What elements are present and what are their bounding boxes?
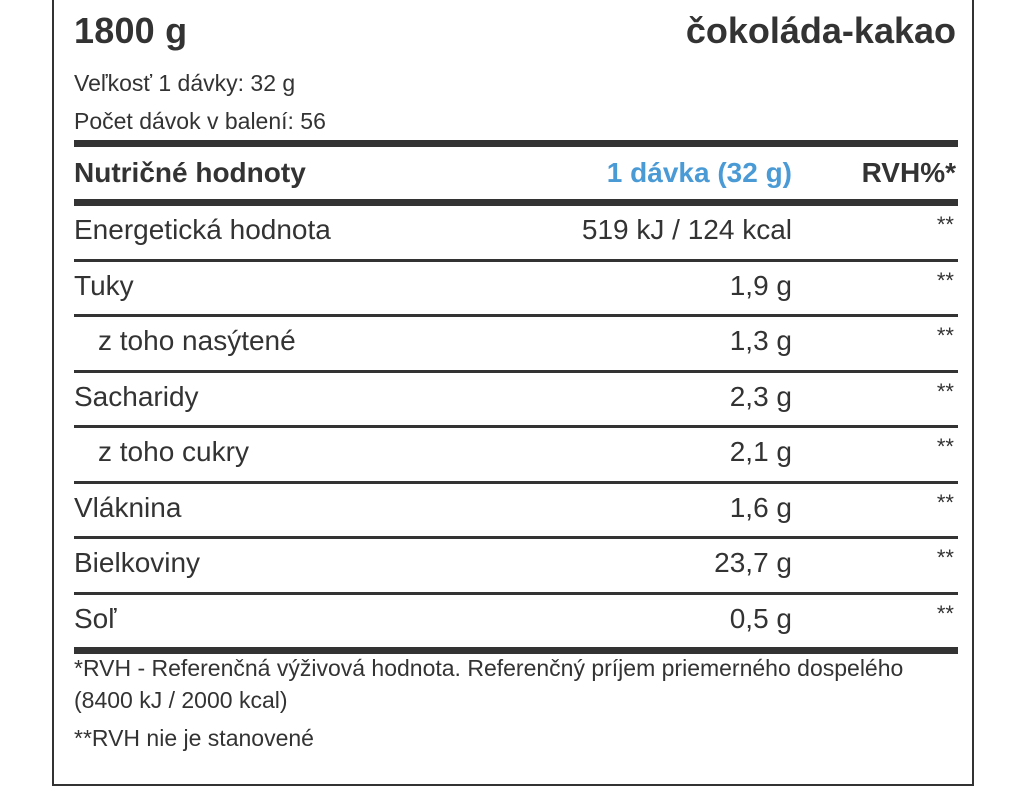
divider-thick: [74, 199, 958, 206]
nutrient-name: z toho cukry: [98, 436, 249, 467]
nutrient-value: 2,1 g: [729, 436, 792, 467]
table-row: [74, 539, 958, 595]
table-row: [74, 373, 958, 429]
nutrient-name: Bielkoviny: [74, 547, 201, 578]
nutrient-value: 2,3 g: [729, 380, 792, 412]
divider-thick: [74, 140, 958, 147]
nutrition-label: [52, 0, 974, 786]
nutrient-value: 519 kJ / 124 kcal: [581, 214, 792, 245]
nutrient-rvh: **: [936, 545, 954, 570]
column-header-name: Nutričné hodnoty: [74, 157, 306, 188]
nutrient-name: Sacharidy: [74, 380, 199, 412]
table-row: [74, 317, 958, 373]
product-flavor: čokoláda-kakao: [685, 10, 956, 51]
nutrient-rvh: **: [936, 323, 954, 348]
column-header-rvh: RVH%*: [861, 157, 956, 188]
nutrient-rvh: **: [936, 600, 954, 626]
table-row: [74, 595, 958, 651]
nutrient-rvh: **: [936, 489, 954, 515]
servings-per-pack: Počet dávok v balení: 56: [74, 108, 326, 134]
footnote-rvh-not-set: **RVH nie je stanovené: [74, 725, 314, 751]
nutrient-value: 1,6 g: [729, 491, 792, 523]
nutrient-name: Tuky: [74, 269, 134, 301]
nutrient-value: 1,3 g: [729, 325, 792, 356]
nutrient-value: 23,7 g: [714, 547, 792, 578]
footnote-rvh-definition: *RVH - Referenčná výživová hodnota. Referenčný príjem priemerného dospelého (8400 kJ / 2000 kcal): [74, 655, 904, 713]
table-header: [74, 147, 958, 199]
nutrient-rvh: **: [936, 267, 954, 293]
nutrient-name: Vláknina: [74, 491, 182, 523]
nutrient-name: z toho nasýtené: [98, 325, 296, 356]
nutrition-rows: [74, 206, 958, 650]
nutrient-rvh: **: [936, 378, 954, 404]
nutrient-rvh: **: [936, 212, 954, 237]
column-header-dose: 1 dávka (32 g): [606, 157, 792, 188]
table-row: [74, 262, 958, 318]
table-row: [74, 428, 958, 484]
product-weight: 1800 g: [74, 10, 188, 51]
nutrient-value: 1,9 g: [729, 269, 792, 301]
table-row: [74, 206, 958, 262]
serving-size: Veľkosť 1 dávky: 32 g: [74, 70, 296, 96]
nutrient-rvh: **: [936, 434, 954, 459]
table-row: [74, 484, 958, 540]
product-header: [74, 10, 958, 54]
nutrient-name: Energetická hodnota: [74, 214, 331, 245]
nutrient-name: Soľ: [74, 602, 117, 634]
nutrient-value: 0,5 g: [729, 602, 792, 634]
